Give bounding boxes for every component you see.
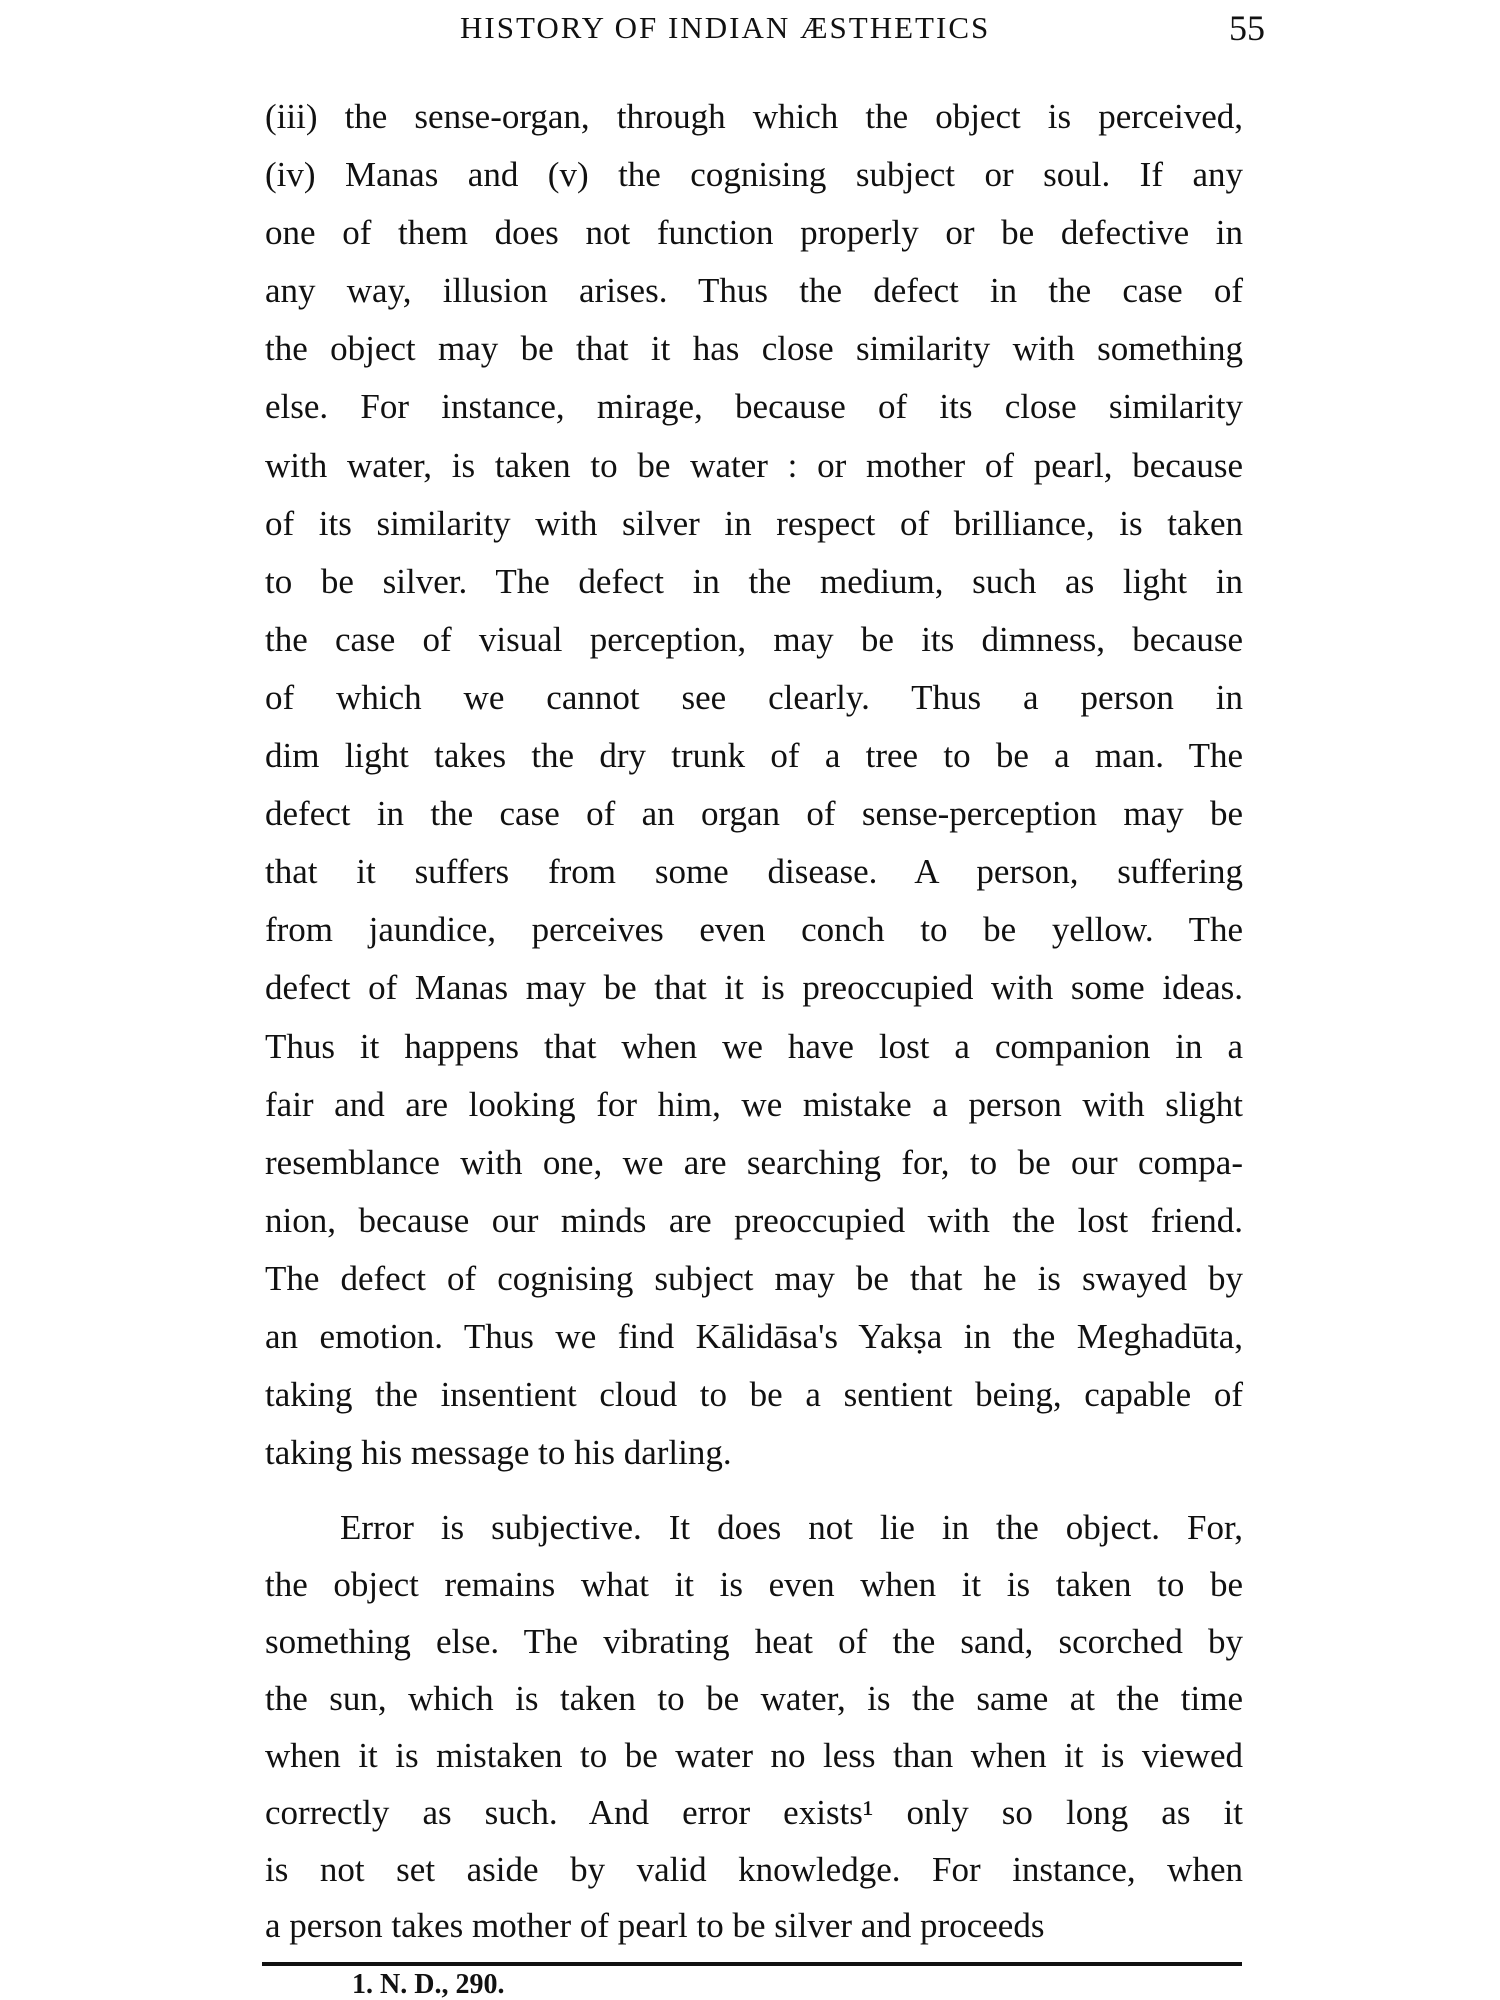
text-line: resemblance with one, we are searching for, to be our compa- (265, 1142, 1243, 1182)
text-line: Error is subjective. It does not lie in the object. For, (340, 1508, 1243, 1548)
text-line: defect of Manas may be that it is preoccupied with some ideas. (265, 968, 1243, 1008)
text-line: something else. The vibrating heat of the sand, scorched by (265, 1622, 1243, 1662)
text-line: the object remains what it is even when it is taken to be (265, 1565, 1243, 1605)
text-line: dim light takes the dry trunk of a tree to be a man. The (265, 736, 1243, 776)
running-title: HISTORY OF INDIAN ÆSTHETICS (460, 10, 991, 45)
body-text (265, 88, 1243, 1955)
text-line: of which we cannot see clearly. Thus a person in (265, 677, 1243, 717)
text-line: taking his message to his darling. (265, 1433, 732, 1473)
text-line: else. For instance, mirage, because of its close similarity (265, 387, 1243, 427)
text-line: the case of visual perception, may be its dimness, because (265, 619, 1243, 659)
page-number: 55 (1229, 8, 1265, 48)
text-line: nion, because our minds are preoccupied with the lost friend. (265, 1200, 1243, 1240)
text-line: a person takes mother of pearl to be silver and proceeds (265, 1906, 1045, 1946)
text-line: taking the insentient cloud to be a sentient being, capable of (265, 1375, 1243, 1415)
text-line: defect in the case of an organ of sense-perception may be (265, 794, 1243, 834)
text-line: that it suffers from some disease. A person, suffering (265, 852, 1243, 892)
text-line: (iv) Manas and (v) the cognising subject or soul. If any (265, 155, 1243, 195)
text-line: the object may be that it has close similarity with something (265, 329, 1243, 369)
text-line: of its similarity with silver in respect of brilliance, is taken (265, 503, 1243, 543)
paragraph-1 (265, 88, 1243, 1482)
running-head (265, 6, 1265, 50)
text-line: Thus it happens that when we have lost a companion in a (265, 1026, 1243, 1066)
paragraph-2 (265, 1500, 1243, 1955)
text-line: the sun, which is taken to be water, is the same at the time (265, 1678, 1243, 1718)
text-line: an emotion. Thus we find Kālidāsa's Yakṣa in the Meghadūta, (265, 1316, 1243, 1356)
text-line: fair and are looking for him, we mistake a person with slight (265, 1084, 1243, 1124)
footnote-rule (262, 1962, 1242, 1966)
footnote: 1. N. D., 290. (352, 1969, 505, 2000)
text-line: with water, is taken to be water : or mother of pearl, because (265, 445, 1243, 485)
text-line: (iii) the sense-organ, through which the object is perceived, (265, 97, 1243, 136)
text-line: correctly as such. And error exists¹ only so long as it (265, 1792, 1243, 1832)
text-line: when it is mistaken to be water no less than when it is viewed (265, 1735, 1243, 1775)
text-line: The defect of cognising subject may be that he is swayed by (265, 1258, 1243, 1298)
text-line: is not set aside by valid knowledge. For instance, when (265, 1849, 1243, 1889)
text-line: any way, illusion arises. Thus the defect in the case of (265, 271, 1243, 311)
text-line: one of them does not function properly or be defective in (265, 213, 1243, 253)
text-line: to be silver. The defect in the medium, such as light in (265, 561, 1243, 601)
text-line: from jaundice, perceives even conch to be yellow. The (265, 910, 1243, 950)
